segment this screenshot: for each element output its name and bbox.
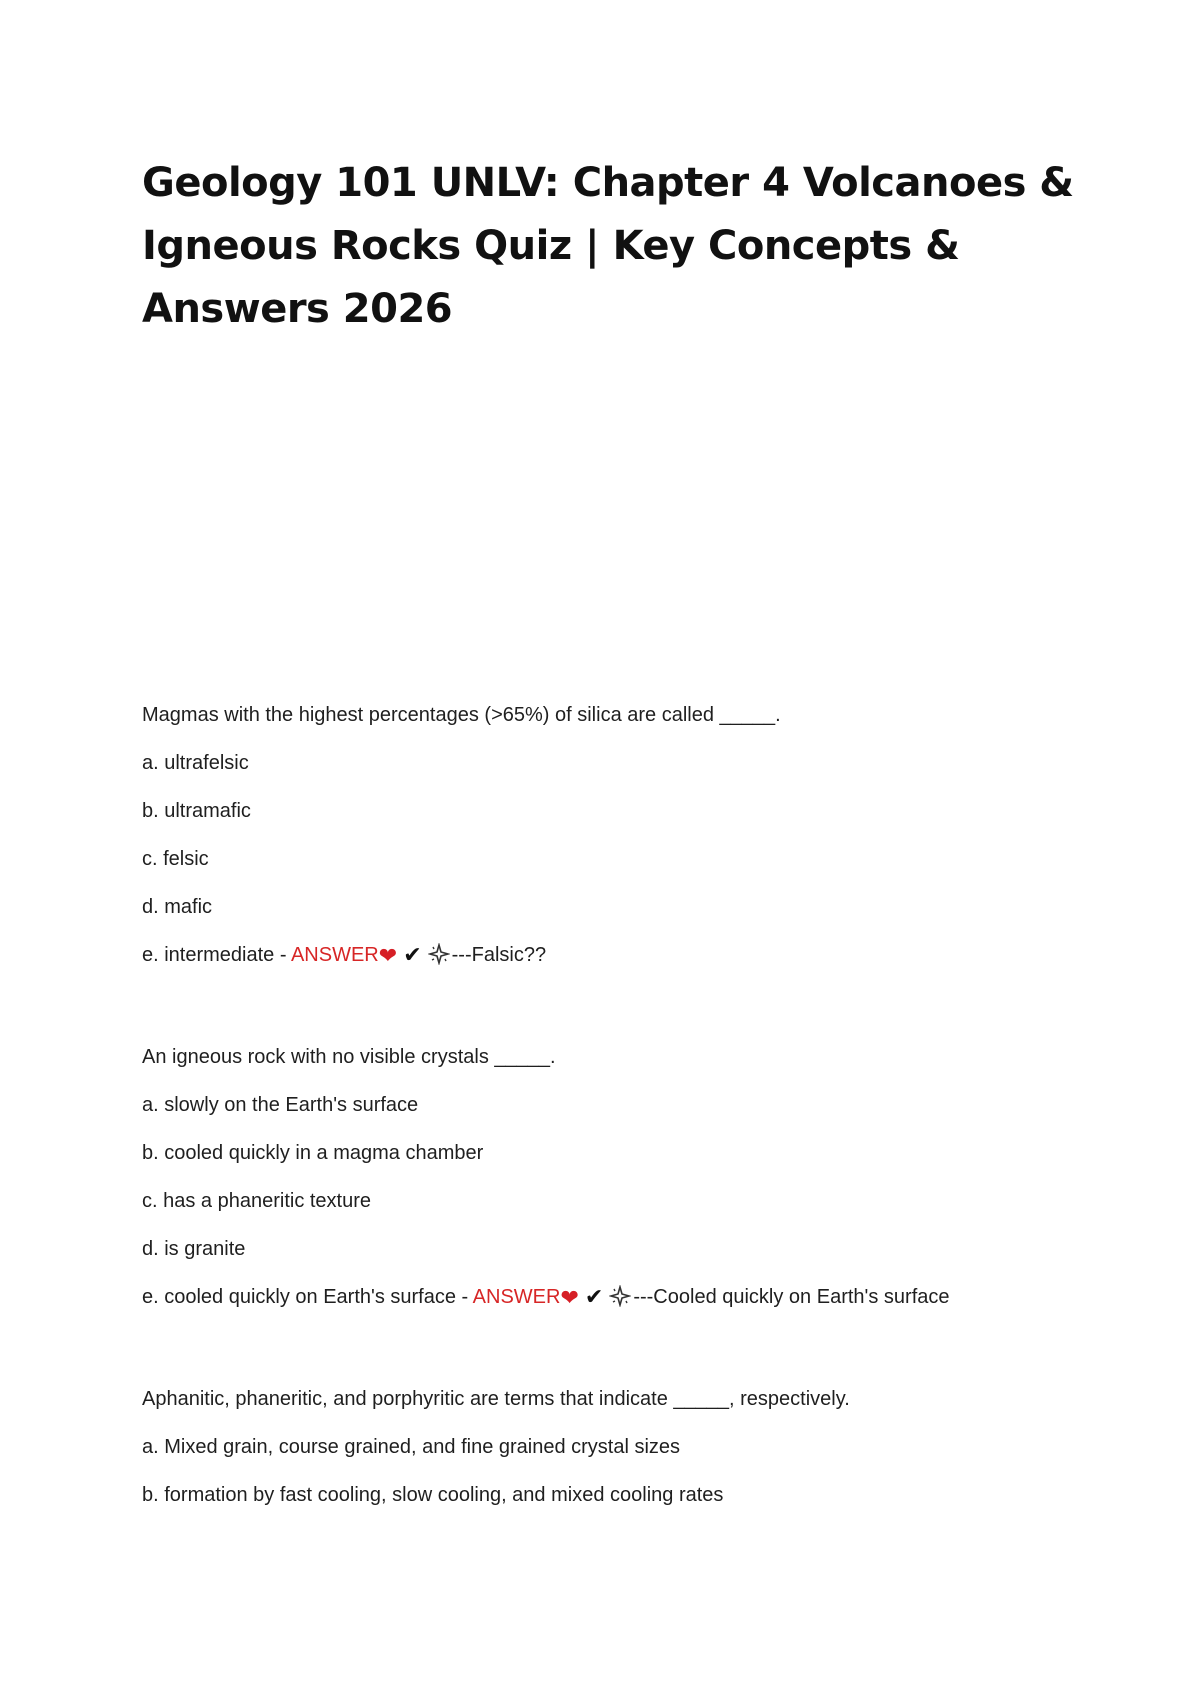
question-stem: An igneous rock with no visible crystals _____. <box>142 1046 556 1068</box>
answer-option-a: a. ultrafelsic <box>142 752 249 774</box>
answer-option-c: c. has a phaneritic texture <box>142 1190 372 1212</box>
answer-option-a: a. Mixed grain, course grained, and fine grained crystal sizes <box>142 1436 681 1458</box>
answer-option-b: b. cooled quickly in a magma chamber <box>142 1142 484 1164</box>
answer-label: ANSWER <box>290 944 379 966</box>
answer-note: ---Falsic?? <box>451 944 547 966</box>
heart-icon: ❤ <box>378 943 398 968</box>
document-title: Geology 101 UNLV: Chapter 4 Volcanoes & Igneous Rocks Quiz | Key Concepts & Answers 2026 <box>142 160 1074 332</box>
question-stem: Magmas with the highest percentages (>65%) of silica are called _____. <box>142 704 781 726</box>
answer-option-text: e. cooled quickly on Earth's surface - <box>142 1286 473 1308</box>
answer-option-e <box>142 942 1142 968</box>
answer-label: ANSWER <box>472 1286 561 1308</box>
answer-option-d: d. is granite <box>142 1238 246 1260</box>
answer-option-b: b. ultramafic <box>142 800 251 822</box>
sparkle-icon <box>609 1285 631 1307</box>
answer-option-c: c. felsic <box>142 848 209 870</box>
check-icon: ✔ <box>584 1284 604 1309</box>
answer-option-text: e. intermediate - <box>142 944 291 966</box>
heart-icon: ❤ <box>560 1285 579 1310</box>
question-2 <box>142 1044 1142 1332</box>
answer-note: ---Cooled quickly on Earth's surface <box>633 1286 950 1308</box>
answer-option-a: a. slowly on the Earth's surface <box>142 1094 419 1116</box>
sparkle-icon <box>428 943 450 965</box>
check-icon: ✔ <box>403 942 422 967</box>
answer-option-e <box>142 1284 1142 1310</box>
answer-option-d: d. mafic <box>142 896 213 918</box>
question-3 <box>142 1386 1142 1530</box>
question-stem: Aphanitic, phaneritic, and porphyritic are terms that indicate _____, respectively. <box>142 1388 850 1410</box>
question-1 <box>142 702 1142 990</box>
answer-option-b: b. formation by fast cooling, slow cooling, and mixed cooling rates <box>142 1484 724 1506</box>
